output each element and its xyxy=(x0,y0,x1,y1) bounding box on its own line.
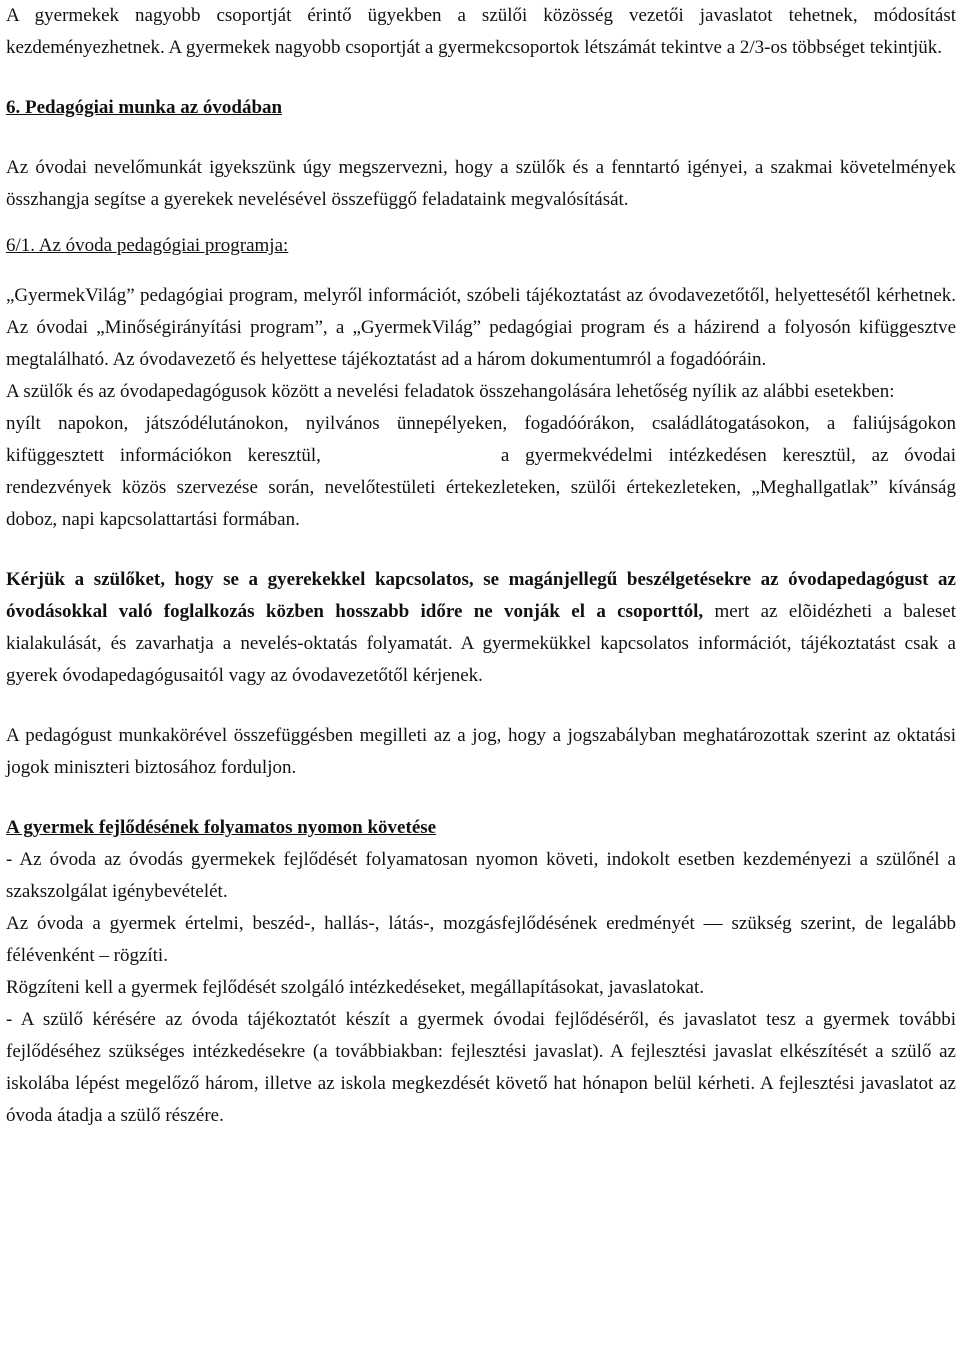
development-paragraph-3: Rögzíteni kell a gyermek fejlődését szolgáló intézkedéseket, megállapításokat, javaslatokat. xyxy=(6,977,704,998)
request-paragraph xyxy=(6,564,956,692)
section-6-1-heading xyxy=(6,230,956,262)
request-rest-text: mert az elõidézheti a baleset kialakulását, és zavarhatja a nevelés-oktatás folyamatát. A gyermekükkel kapcsolatos információt, tájékoztatást csak a gyerek óvodapedagógusaitól vagy az óvodavezetőtől kérjenek. xyxy=(6,601,956,686)
section-6-heading-text: 6. Pedagógiai munka az óvodában xyxy=(6,97,283,118)
development-paragraph-4: - A szülő kérésére az óvoda tájékoztatót készít a gyermek óvodai fejlődéséről, és javaslatot tesz a gyermek további fejlődéséhez szükséges intézkedésekre (a továbbiakban: fejlesztési javaslat). A fejlesztési javaslat elkészítését a szülő az iskolába lépést megelőző három, illetve az iskola megkezdését követő hat hónapon belül kérheti. A fejlesztési javaslatot az óvoda átadja a szülő részére. xyxy=(6,1009,956,1126)
development-paragraph-1: - Az óvoda az óvodás gyermekek fejlődését folyamatosan nyomon követi, indokolt esetben kezdeményezi a szülőnél a szakszolgálat igénybevételét. xyxy=(6,849,956,902)
intro-paragraph: A gyermekek nagyobb csoportját érintő ügyekben a szülői közösség vezetői javaslatot tehetnek, módosítást kezdeményezhetnek. A gyermekek nagyobb csoportját a gyermekcsoportok létszámát tekintve a 2/3-os többséget tekintjük. xyxy=(6,5,956,58)
development-heading xyxy=(6,812,956,844)
development-heading-text: A gyermek fejlődésének folyamatos nyomon követése xyxy=(6,817,437,838)
cooperation-forms-part-2: a gyermekvédelmi intézkedésen keresztül, az óvodai rendezvények közös szervezése során, nevelőtestületi értekezleteken, szülői értekezleteken, „Meghallgatlak” kívánság doboz, napi kapcsolattartási formában. xyxy=(6,445,956,530)
section-6-1-heading-text: 6/1. Az óvoda pedagógiai programja: xyxy=(6,235,289,256)
request-bold-text: Kérjük a szülőket, hogy se a gyerekekkel kapcsolatos, se magánjellegű beszélgetésekre az óvodapedagógust az óvodásokkal való foglalkozás közben hosszabb időre ne vonják el a csoporttól, xyxy=(6,569,956,622)
development-paragraph-2: Az óvoda a gyermek értelmi, beszéd-, hallás-, látás-, mozgásfejlődésének eredményét — szükség szerint, de legalább félévenként – rögzíti. xyxy=(6,913,956,966)
section-6-paragraph: Az óvodai nevelőmunkát igyekszünk úgy megszervezni, hogy a szülők és a fenntartó igényei, a szakmai követelmények összhangja segítse a gyerekek nevelésével összefüggő feladataink megvalósítását. xyxy=(6,157,956,210)
cooperation-forms-part-1: nyílt napokon, játszódélutánokon, nyilvános ünnepélyeken, fogadóórákon, családlátogatásokon, a faliújságokon kifüggesztett információkon keresztül, xyxy=(6,413,956,466)
cooperation-forms-paragraph xyxy=(6,408,956,536)
section-6-heading xyxy=(6,92,956,124)
rights-paragraph: A pedagógust munkakörével összefüggésben megilleti az a jog, hogy a jogszabályban meghatározottak szerint az oktatási jogok miniszteri biztosához forduljon. xyxy=(6,725,956,778)
cooperation-intro-paragraph: A szülők és az óvodapedagógusok között a nevelési feladatok összehangolására lehetőség nyílik az alábbi esetekben: xyxy=(6,381,895,402)
program-paragraph: „GyermekVilág” pedagógiai program, melyről információt, szóbeli tájékoztatást az óvodavezetőtől, helyettesétől kérhetnek. Az óvodai „Minőségirányítási program”, a „GyermekVilág” pedagógiai program és a házirend a folyosón kifüggesztve megtalálható. Az óvodavezető és helyettese tájékoztatást ad a három dokumentumról a fogadóóráin. xyxy=(6,285,956,370)
